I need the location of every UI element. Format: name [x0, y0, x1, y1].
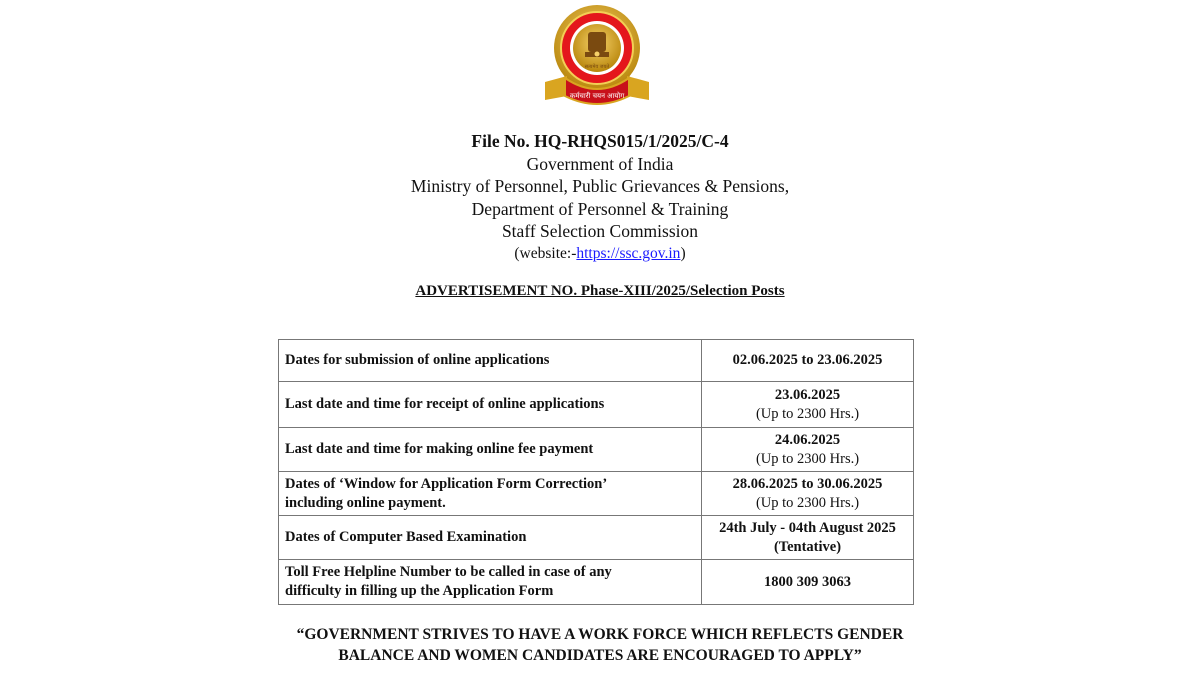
row-label: Last date and time for receipt of online applications [279, 382, 702, 428]
row-label-cell [279, 560, 702, 605]
footer-statement [200, 624, 1000, 666]
table-row [279, 382, 914, 428]
file-number: File No. HQ-RHQS015/1/2025/C-4 [471, 131, 729, 151]
header-line-department: Department of Personnel & Training [471, 198, 729, 219]
header-line-commission: Staff Selection Commission [501, 221, 699, 241]
table-row [279, 472, 914, 516]
advertisement-number: ADVERTISEMENT NO. Phase-XIII/2025/Selection Posts [415, 283, 785, 299]
footer-line2: BALANCE AND WOMEN CANDIDATES ARE ENCOURAGED TO APPLY” [338, 647, 862, 664]
row-value: 24th July - 04th August 2025 [719, 519, 896, 536]
logo-motto-text: सत्यमेव जयते [584, 64, 610, 70]
row-label-cell [279, 472, 702, 516]
website-suffix: ) [680, 244, 686, 262]
row-label-line1: Toll Free Helpline Number to be called in case of any [285, 564, 612, 580]
row-value: 24.06.2025 [774, 431, 841, 448]
schedule-table [278, 339, 914, 605]
row-label: Dates of Computer Based Examination [279, 516, 702, 560]
row-value-cell [702, 472, 914, 516]
row-value-sub: (Up to 2300 Hrs.) [755, 405, 860, 422]
ssc-emblem-logo [537, 4, 657, 112]
row-value-sub: (Up to 2300 Hrs.) [755, 494, 860, 511]
row-label: Dates for submission of online applications [279, 340, 702, 382]
row-value-cell [702, 428, 914, 472]
row-label-line2: difficulty in filling up the Application Form [285, 583, 554, 599]
logo-ribbon-text: कर्मचारी चयन आयोग [569, 92, 625, 100]
row-label: Last date and time for making online fee payment [279, 428, 702, 472]
row-value-tentative: (Tentative) [773, 538, 842, 555]
table-row [279, 428, 914, 472]
row-value: 28.06.2025 to 30.06.2025 [732, 475, 883, 492]
table-row [279, 516, 914, 560]
document-header [300, 130, 900, 265]
website-prefix: (website:- [514, 244, 577, 262]
helpline-number: 1800 309 3063 [702, 560, 914, 605]
website-line [300, 243, 900, 266]
row-value: 23.06.2025 [774, 386, 841, 403]
table-row [279, 560, 914, 605]
row-value-sub: (Up to 2300 Hrs.) [755, 450, 860, 467]
footer-line1: “GOVERNMENT STRIVES TO HAVE A WORK FORCE WHICH REFLECTS GENDER [296, 626, 904, 643]
row-label-line2: including online payment. [285, 494, 446, 511]
table-row [279, 340, 914, 382]
header-line-ministry: Ministry of Personnel, Public Grievances & Pensions, [410, 176, 790, 196]
row-value-cell [702, 382, 914, 428]
website-link[interactable]: https://ssc.gov.in [576, 244, 681, 262]
row-value: 02.06.2025 to 23.06.2025 [702, 340, 914, 382]
row-value-cell [702, 516, 914, 560]
row-label-line1: Dates of ‘Window for Application Form Correction’ [285, 475, 608, 492]
header-line-government: Government of India [526, 153, 674, 174]
